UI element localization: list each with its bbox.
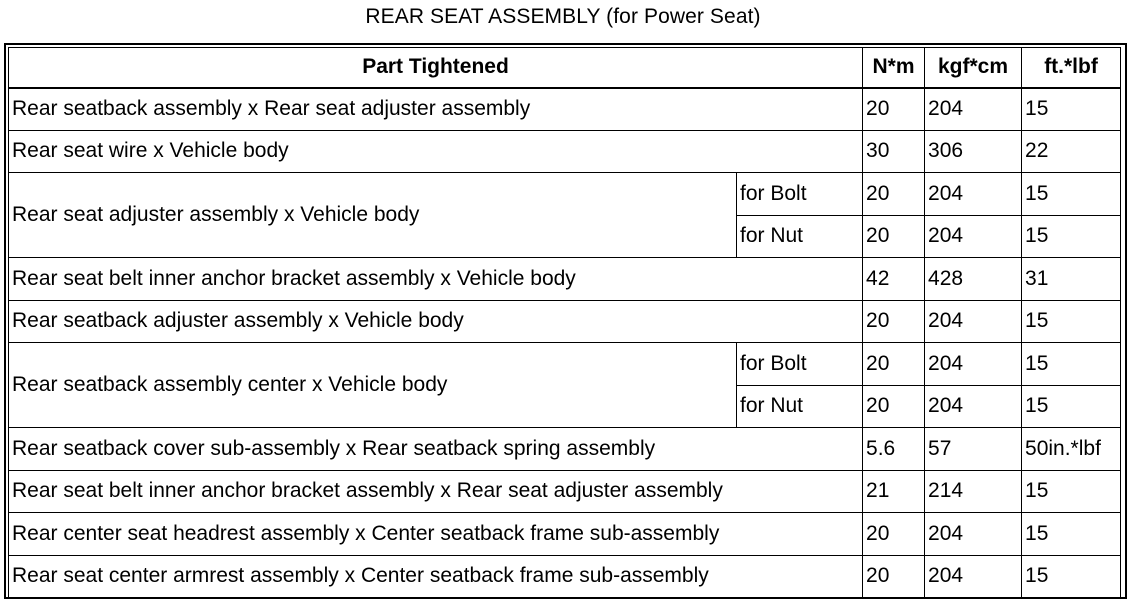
table-row xyxy=(9,343,1121,386)
ftlbf-cell: 15 xyxy=(1022,173,1121,216)
ftlbf-cell: 15 xyxy=(1022,215,1121,258)
ftlbf-cell: 15 xyxy=(1022,88,1121,131)
part-cell: Rear seat belt inner anchor bracket assembly x Vehicle body xyxy=(9,258,863,301)
nm-cell: 20 xyxy=(863,215,925,258)
part-cell: Rear center seat headrest assembly x Center seatback frame sub-assembly xyxy=(9,513,863,556)
header-kgf-cm: kgf*cm xyxy=(925,48,1022,88)
fastener-cell: for Nut xyxy=(737,385,863,428)
header-nm: N*m xyxy=(863,48,925,88)
part-cell: Rear seat center armrest assembly x Center seatback frame sub-assembly xyxy=(9,555,863,598)
table-row xyxy=(9,513,1121,556)
ftlbf-cell: 15 xyxy=(1022,300,1121,343)
kgf-cell: 204 xyxy=(925,555,1022,598)
header-part-tightened: Part Tightened xyxy=(9,48,863,88)
part-cell: Rear seat wire x Vehicle body xyxy=(9,130,863,173)
table-row xyxy=(9,428,1121,471)
kgf-cell: 204 xyxy=(925,215,1022,258)
torque-table xyxy=(8,47,1121,598)
nm-cell: 30 xyxy=(863,130,925,173)
ftlbf-cell: 31 xyxy=(1022,258,1121,301)
kgf-cell: 57 xyxy=(925,428,1022,471)
nm-cell: 5.6 xyxy=(863,428,925,471)
nm-cell: 20 xyxy=(863,343,925,386)
kgf-cell: 204 xyxy=(925,173,1022,216)
kgf-cell: 306 xyxy=(925,130,1022,173)
part-cell: Rear seatback assembly x Rear seat adjuster assembly xyxy=(9,88,863,131)
ftlbf-cell: 22 xyxy=(1022,130,1121,173)
ftlbf-cell: 15 xyxy=(1022,555,1121,598)
kgf-cell: 204 xyxy=(925,385,1022,428)
kgf-cell: 204 xyxy=(925,513,1022,556)
fastener-cell: for Nut xyxy=(737,215,863,258)
nm-cell: 20 xyxy=(863,555,925,598)
part-cell: Rear seatback assembly center x Vehicle body xyxy=(9,343,737,428)
table-header-row xyxy=(9,48,1121,88)
table-row xyxy=(9,555,1121,598)
ftlbf-cell: 15 xyxy=(1022,385,1121,428)
ftlbf-cell: 15 xyxy=(1022,470,1121,513)
nm-cell: 20 xyxy=(863,513,925,556)
nm-cell: 20 xyxy=(863,300,925,343)
nm-cell: 20 xyxy=(863,88,925,131)
table-row xyxy=(9,470,1121,513)
table-row xyxy=(9,258,1121,301)
ftlbf-cell: 50in.*lbf xyxy=(1022,428,1121,471)
part-cell: Rear seatback cover sub-assembly x Rear seatback spring assembly xyxy=(9,428,863,471)
nm-cell: 20 xyxy=(863,385,925,428)
part-cell: Rear seatback adjuster assembly x Vehicle body xyxy=(9,300,863,343)
part-cell: Rear seat belt inner anchor bracket assembly x Rear seat adjuster assembly xyxy=(9,470,863,513)
kgf-cell: 204 xyxy=(925,343,1022,386)
table-row xyxy=(9,300,1121,343)
page-title: REAR SEAT ASSEMBLY (for Power Seat) xyxy=(365,5,761,28)
kgf-cell: 214 xyxy=(925,470,1022,513)
ftlbf-cell: 15 xyxy=(1022,343,1121,386)
table-row xyxy=(9,173,1121,216)
kgf-cell: 204 xyxy=(925,88,1022,131)
table-row xyxy=(9,130,1121,173)
part-cell: Rear seat adjuster assembly x Vehicle body xyxy=(9,173,737,258)
header-ft-lbf: ft.*lbf xyxy=(1022,48,1121,88)
fastener-cell: for Bolt xyxy=(737,343,863,386)
ftlbf-cell: 15 xyxy=(1022,513,1121,556)
nm-cell: 21 xyxy=(863,470,925,513)
kgf-cell: 428 xyxy=(925,258,1022,301)
nm-cell: 20 xyxy=(863,173,925,216)
table-row xyxy=(9,88,1121,131)
kgf-cell: 204 xyxy=(925,300,1022,343)
nm-cell: 42 xyxy=(863,258,925,301)
fastener-cell: for Bolt xyxy=(737,173,863,216)
